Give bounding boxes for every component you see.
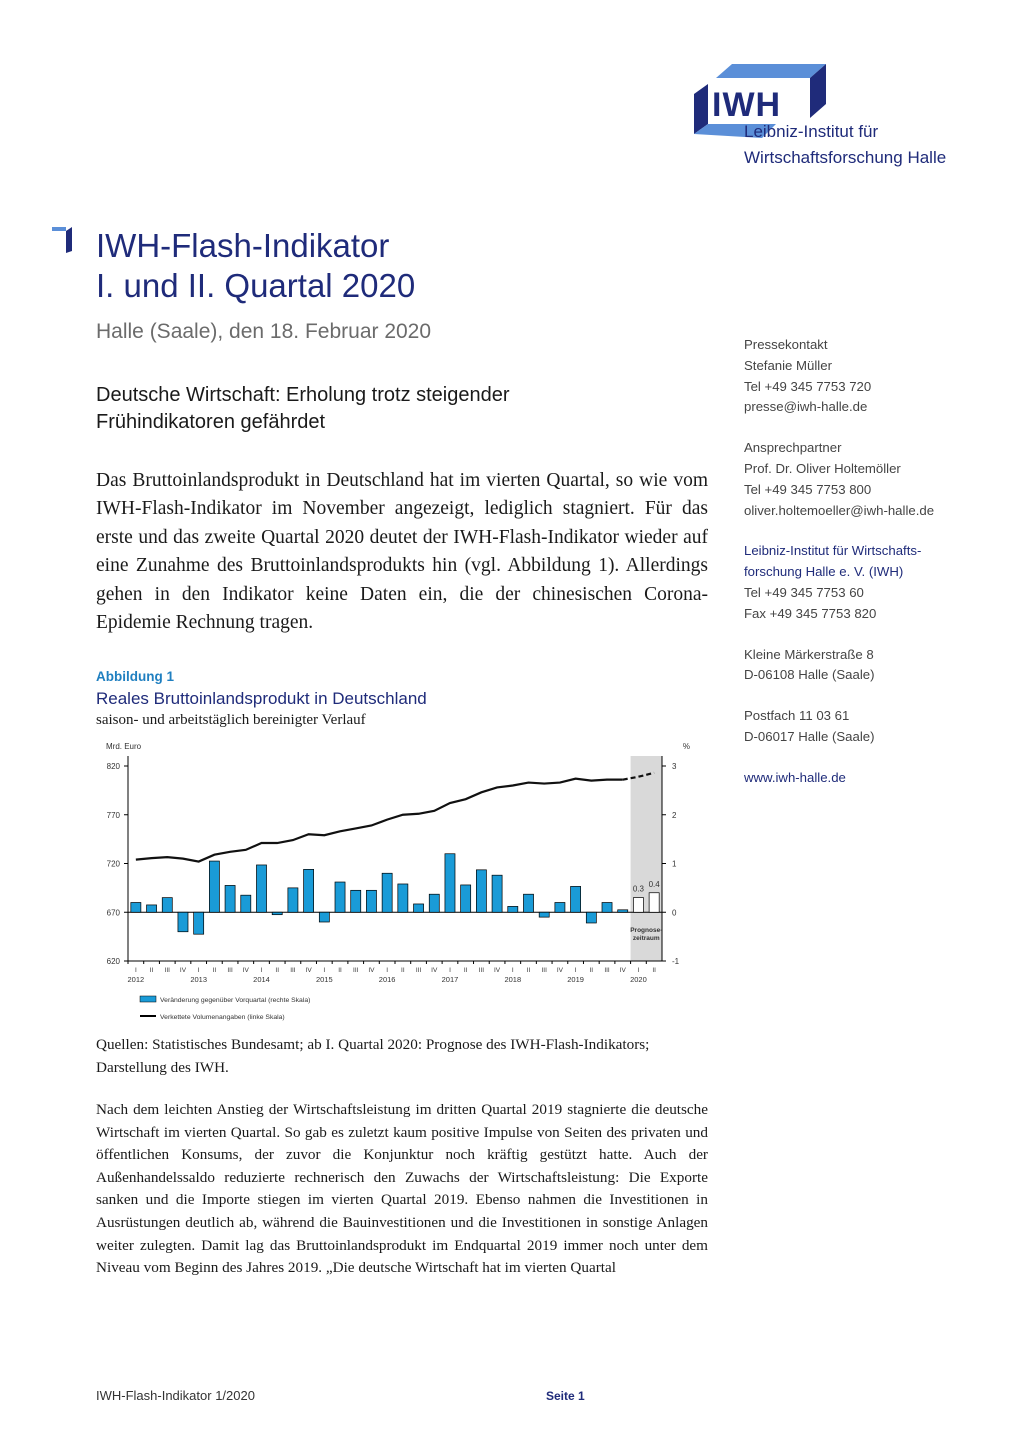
institute-fax: Fax +49 345 7753 820: [744, 605, 877, 621]
contact-name: Prof. Dr. Oliver Holtemöller: [744, 460, 901, 476]
website-link[interactable]: www.iwh-halle.de: [744, 769, 846, 785]
legend-line-label: Verkettete Volumenangaben (linke Skala): [160, 1014, 285, 1021]
quarter-label: I: [511, 967, 514, 974]
year-label: 2015: [315, 975, 333, 984]
page-title-line-1: IWH-Flash-Indikator: [96, 227, 390, 264]
bar: [304, 869, 314, 912]
logo-line-1: Leibniz-Institut für: [744, 122, 879, 141]
sidebar-contact: [744, 335, 934, 789]
figure-subtitle: saison- und arbeitstäglich bereinigter Verlauf: [96, 712, 366, 728]
institute-line-1: Leibniz-Institut für Wirtschafts-: [744, 543, 922, 559]
bar: [147, 905, 157, 912]
subheadline-line-1: Deutsche Wirtschaft: Erholung trotz steigender: [96, 384, 510, 406]
year-label: 2013: [190, 975, 208, 984]
left-tick-label: 620: [106, 957, 120, 966]
forecast-label-2: zeitraum: [632, 934, 660, 942]
press-label: Pressekontakt: [744, 337, 828, 352]
city: D-06108 Halle (Saale): [744, 667, 875, 683]
bar: [225, 885, 235, 912]
sources-note: Quellen: Statistisches Bundesamt; ab I. Quartal 2020: Prognose des IWH-Flash-Indikators; Darstellung des IWH.: [96, 1036, 650, 1076]
bar: [429, 894, 439, 912]
quarter-label: III: [227, 967, 233, 974]
subheadline-line-2: Frühindikatoren gefährdet: [96, 411, 326, 433]
logo-line-2: Wirtschaftsforschung Halle: [744, 148, 947, 167]
press-name: Stefanie Müller: [744, 357, 832, 373]
year-label: 2017: [441, 975, 459, 984]
footer-title: IWH-Flash-Indikator 1/2020: [96, 1388, 255, 1403]
street: Kleine Märkerstraße 8: [744, 646, 874, 662]
forecast-value-label: 0.4: [648, 879, 660, 889]
quarter-label: I: [197, 967, 200, 974]
quarter-label: III: [290, 967, 296, 974]
right-tick-label: -1: [672, 957, 680, 966]
quarter-label: III: [478, 967, 485, 974]
bar: [272, 912, 282, 914]
left-tick-label: 820: [106, 762, 120, 771]
bar: [209, 861, 219, 912]
bar: [492, 875, 502, 912]
bar: [602, 903, 612, 913]
right-axis-label: %: [682, 742, 690, 751]
quarter-label: III: [415, 967, 422, 974]
year-label: 2016: [378, 975, 396, 984]
logo-name: IWH: [712, 86, 782, 124]
date-line: Halle (Saale), den 18. Februar 2020: [96, 320, 432, 343]
quarter-label: IV: [556, 967, 563, 974]
body-paragraph: Nach dem leichten Anstieg der Wirtschaftsleistung im dritten Quartal 2019 stagnierte die deutsche Wirtschaft im vierten Quartal. So gab es zuletzt kaum positive Impulse von Seiten des privaten und öffentlichen Konsums, der zuvor die Konjunktur noch kräftig gestützt hatte. Auch der Außenhandelssaldo reduzierte rechnerisch den Zuwachs der Wirtschaftsleistung: Die Exporte sanken und die Importe stiegen im vierten Quartal 2019. Ebenso nahmen die Investitionen in Ausrüstungen deutlich ab, während die Bauinvestitionen und die Investitionen in sonstige Anlagen weiter zulegten. Damit lag das Bruttoinlandsprodukt im Endquartal 2019 immer noch unter dem Niveau vom Beginn des Jahres 2019. „Die deutsche Wirtschaft hat im vierten Quartal: [96, 1101, 708, 1277]
year-label: 2014: [253, 975, 270, 984]
postbox: Postfach 11 03 61: [744, 708, 850, 724]
quarter-label: II: [275, 967, 280, 974]
postcity: D-06017 Halle (Saale): [744, 728, 875, 744]
bar: [523, 894, 533, 912]
press-tel: Tel +49 345 7753 720: [744, 378, 872, 394]
quarter-label: II: [338, 967, 342, 974]
bar: [351, 890, 361, 912]
right-tick-label: 0: [672, 908, 677, 918]
legend-bar-label: Veränderung gegenüber Vorquartal (rechte Skala): [160, 997, 311, 1004]
year-label: 2020: [630, 975, 647, 984]
quarter-label: IV: [494, 967, 501, 974]
quarter-label: IV: [179, 967, 187, 974]
page-title-line-2: I. und II. Quartal 2020: [96, 267, 416, 304]
left-tick-label: 670: [106, 908, 120, 918]
left-tick-label: 720: [106, 859, 120, 869]
press-mail-link[interactable]: presse@iwh-halle.de: [744, 399, 868, 415]
subheadline: [96, 382, 616, 436]
quarter-label: II: [526, 967, 531, 974]
quarter-label: IV: [619, 967, 626, 974]
bar: [539, 912, 549, 917]
figure-title: Reales Bruttoinlandsprodukt in Deutschland: [96, 689, 427, 708]
right-tick-label: 2: [672, 810, 677, 820]
contact-label: Ansprechpartner: [744, 440, 842, 456]
gdp-chart: [96, 736, 708, 1036]
logo-mark-top: [716, 64, 826, 78]
bar: [288, 888, 298, 912]
figure-label: Abbildung 1: [96, 669, 174, 684]
quarter-label: I: [574, 967, 577, 974]
quarter-label: I: [323, 967, 326, 974]
institute-line-2: forschung Halle e. V. (IWH): [744, 564, 904, 580]
bar: [382, 873, 392, 912]
quarter-label: III: [541, 967, 547, 974]
bar: [633, 898, 643, 913]
year-label: 2019: [567, 975, 584, 984]
quarter-label: III: [604, 967, 610, 974]
bar: [571, 886, 581, 912]
lead-paragraph: Das Bruttoinlandsprodukt in Deutschland hat im vierten Quartal, so wie vom IWH-Flash-Indikator im November angezeigt, lediglich stagniert. Für das erste und das zweite Quartal 2020 deutet der IWH-Flash-Indikator wieder auf eine Zunahme des Bruttoinlandsprodukts hin (vgl. Abbildung 1). Allerdings gehen in den Indikator keine Daten ein, die der chinesischen Corona-Epidemie Rechnung tragen.: [96, 470, 708, 634]
quarter-label: II: [149, 967, 154, 974]
quarter-label: IV: [368, 967, 375, 974]
bar: [508, 906, 518, 912]
bar: [131, 903, 141, 913]
quarter-label: IV: [431, 967, 438, 974]
bar: [366, 890, 376, 912]
bar: [178, 912, 188, 932]
contact-tel: Tel +49 345 7753 800: [744, 481, 872, 497]
bar: [335, 882, 345, 912]
quarter-label: IV: [305, 967, 312, 974]
bar: [414, 904, 424, 912]
quarter-label: I: [134, 967, 137, 974]
bar: [162, 898, 172, 913]
bar: [555, 903, 565, 913]
quarter-label: III: [164, 967, 170, 974]
bar: [319, 912, 329, 922]
quarter-label: II: [212, 967, 217, 974]
bar: [461, 885, 471, 912]
quarter-label: I: [260, 967, 263, 974]
bar: [256, 865, 266, 912]
left-tick-label: 770: [106, 810, 120, 820]
quarter-label: III: [353, 967, 359, 974]
bar: [649, 893, 659, 913]
footer-page: Seite 1: [546, 1389, 585, 1403]
left-axis-label: Mrd. Euro: [106, 742, 142, 751]
quarter-label: II: [589, 967, 594, 974]
quarter-label: II: [401, 967, 405, 974]
forecast-value-label: 0.3: [632, 884, 645, 894]
contact-mail-link[interactable]: oliver.holtemoeller@iwh-halle.de: [744, 502, 935, 518]
quarter-label: IV: [242, 967, 249, 974]
right-tick-label: 3: [672, 762, 677, 771]
right-tick-label: 1: [672, 859, 677, 869]
gdp-line: [136, 779, 623, 862]
institute-tel: Tel +49 345 7753 60: [744, 584, 864, 600]
quarter-label: II: [463, 967, 468, 974]
quarter-label: II: [652, 967, 656, 974]
quarter-label: I: [449, 967, 451, 974]
bar: [476, 870, 486, 912]
legend-bar-swatch: [140, 996, 156, 1002]
bar: [241, 895, 251, 912]
quarter-label: I: [386, 967, 389, 974]
year-label: 2018: [504, 975, 522, 984]
bar: [618, 910, 628, 912]
forecast-label-1: Prognose-: [630, 926, 663, 934]
bar: [445, 854, 455, 913]
bar: [194, 912, 204, 934]
title-bullet-icon: [52, 227, 76, 253]
year-label: 2012: [127, 975, 145, 984]
quarter-label: I: [637, 967, 640, 974]
bar: [586, 912, 596, 923]
bar: [398, 884, 408, 912]
